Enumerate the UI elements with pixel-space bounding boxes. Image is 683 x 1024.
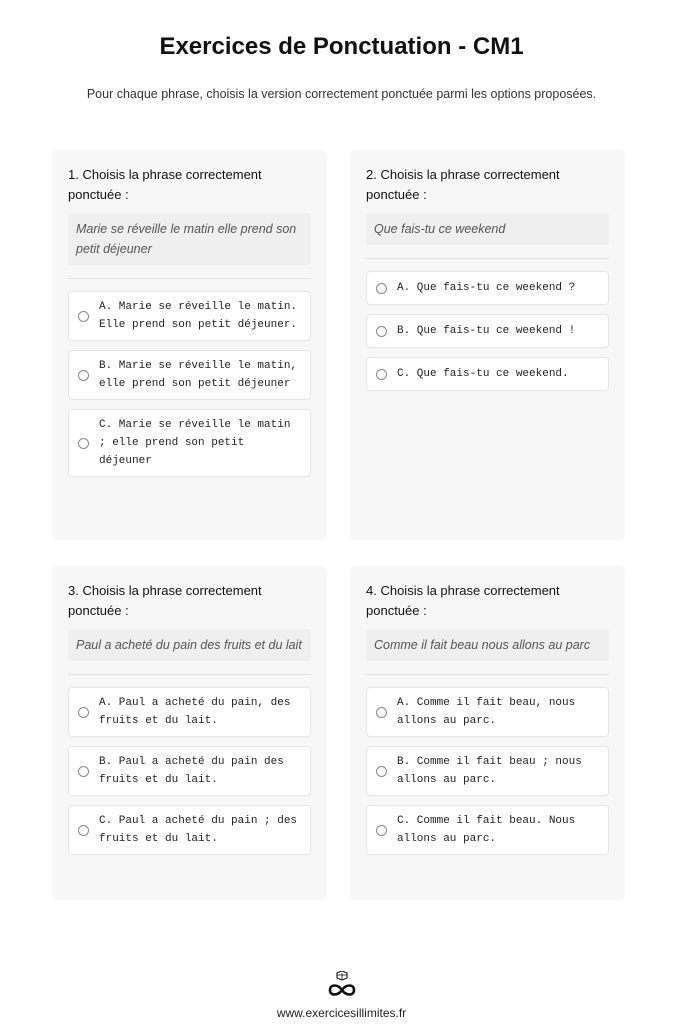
radio-button[interactable] xyxy=(78,825,89,836)
option-c[interactable] xyxy=(366,805,609,855)
option-a[interactable] xyxy=(366,271,609,305)
option-b[interactable] xyxy=(366,746,609,796)
option-label: A. Paul a acheté du pain, des fruits et du lait. xyxy=(99,697,291,727)
option-a[interactable] xyxy=(68,687,311,737)
radio-button[interactable] xyxy=(78,311,89,322)
question-prompt: Marie se réveille le matin elle prend son petit déjeuner xyxy=(68,213,311,265)
question-prompt: Paul a acheté du pain des fruits et du lait xyxy=(68,629,311,661)
radio-button[interactable] xyxy=(376,283,387,294)
option-c[interactable] xyxy=(68,409,311,477)
question-title: 2. Choisis la phrase correctement ponctuée : xyxy=(366,167,560,202)
radio-button[interactable] xyxy=(376,326,387,337)
question-card-2 xyxy=(350,150,625,540)
option-a[interactable] xyxy=(366,687,609,737)
option-label: C. Comme il fait beau. Nous allons au parc. xyxy=(397,815,576,845)
question-prompt: Comme il fait beau nous allons au parc xyxy=(366,629,609,661)
option-b[interactable] xyxy=(68,746,311,796)
radio-button[interactable] xyxy=(78,438,89,449)
option-label: C. Paul a acheté du pain ; des fruits et du lait. xyxy=(99,815,298,845)
option-label: B. Paul a acheté du pain des fruits et du lait. xyxy=(99,756,284,786)
divider xyxy=(366,674,609,675)
option-c[interactable] xyxy=(366,357,609,391)
option-label: C. Que fais-tu ce weekend. xyxy=(397,368,569,380)
footer-url[interactable]: www.exercicesillimites.fr xyxy=(276,1006,407,1020)
option-b[interactable] xyxy=(68,350,311,400)
radio-button[interactable] xyxy=(376,825,387,836)
option-label: B. Comme il fait beau ; nous allons au parc. xyxy=(397,756,582,786)
question-card-1 xyxy=(52,150,327,540)
option-a[interactable] xyxy=(68,291,311,341)
radio-button[interactable] xyxy=(78,766,89,777)
divider xyxy=(68,674,311,675)
divider xyxy=(366,258,609,259)
radio-button[interactable] xyxy=(376,707,387,718)
radio-button[interactable] xyxy=(376,369,387,380)
question-title: 3. Choisis la phrase correctement ponctuée : xyxy=(68,583,262,618)
question-title: 1. Choisis la phrase correctement ponctuée : xyxy=(68,167,262,202)
radio-button[interactable] xyxy=(376,766,387,777)
question-card-4 xyxy=(350,566,625,900)
question-card-3 xyxy=(52,566,327,900)
page-subtitle: Pour chaque phrase, choisis la version correctement ponctuée parmi les options proposées. xyxy=(86,87,597,101)
divider xyxy=(68,278,311,279)
option-label: A. Que fais-tu ce weekend ? xyxy=(397,282,576,294)
question-prompt: Que fais-tu ce weekend xyxy=(366,213,609,245)
option-label: B. Que fais-tu ce weekend ! xyxy=(397,325,576,337)
option-label: A. Comme il fait beau, nous allons au parc. xyxy=(397,697,576,727)
option-label: C. Marie se réveille le matin ; elle prend son petit déjeuner xyxy=(99,419,291,467)
option-label: A. Marie se réveille le matin. Elle prend son petit déjeuner. xyxy=(99,301,298,331)
infinity-book-logo-icon xyxy=(326,971,358,999)
question-title: 4. Choisis la phrase correctement ponctuée : xyxy=(366,583,560,618)
radio-button[interactable] xyxy=(78,707,89,718)
page-title: Exercices de Ponctuation - CM1 xyxy=(159,33,524,60)
option-c[interactable] xyxy=(68,805,311,855)
option-b[interactable] xyxy=(366,314,609,348)
option-label: B. Marie se réveille le matin, elle prend son petit déjeuner xyxy=(99,360,298,390)
radio-button[interactable] xyxy=(78,370,89,381)
